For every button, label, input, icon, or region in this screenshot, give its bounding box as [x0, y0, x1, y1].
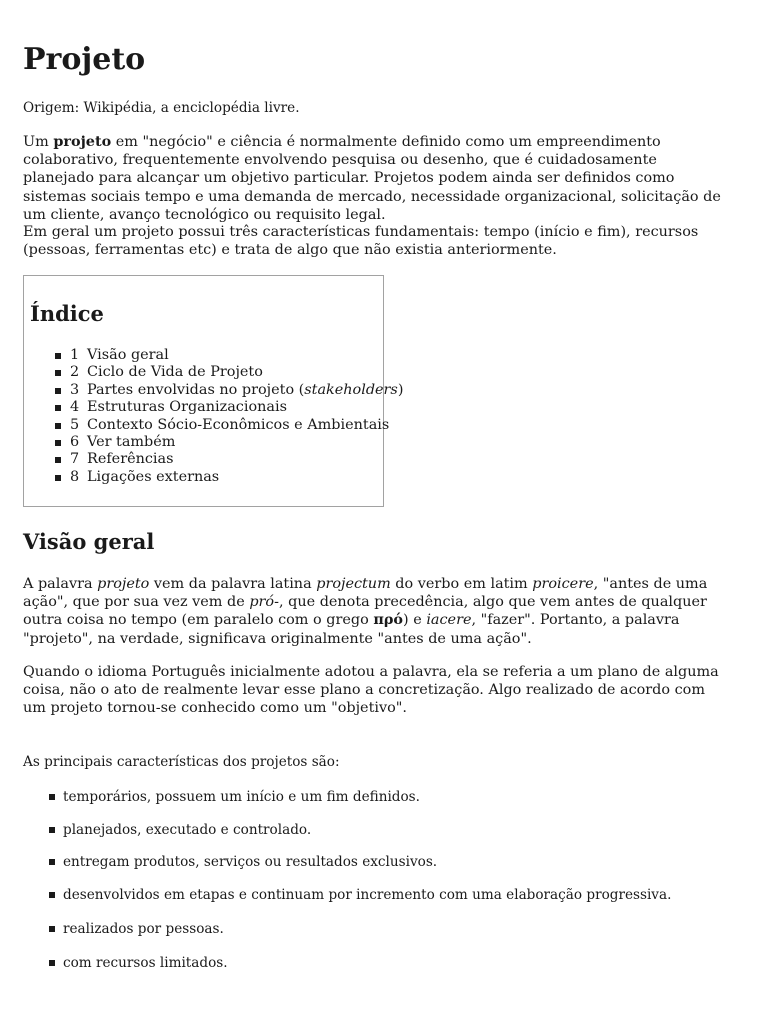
overview-paragraph-2: Quando o idioma Português inicialmente adotou a palavra, ela se referia a um plano de alguma coisa, não o ato de realmente levar esse plano a concretização. Algo realizado de acordo com um projeto tornou-se conhecido como um "objetivo". [23, 664, 719, 717]
toc-item-number: 8 [70, 468, 80, 485]
toc-item-number: 5 [70, 416, 80, 433]
list-item: com recursos limitados. [23, 954, 228, 972]
intro-paragraph-1 [23, 133, 728, 224]
intro-text: em "negócio" e ciência é normalmente definido como um empreendimento colaborativo, frequentemente envolvendo pesquisa ou desenho, que é cuidadosamente planejado para alcançar um objetivo particular. Projetos podem ainda ser definidos como sistemas sociais tempo e uma demanda de mercado, necessidade organizacional, solicitação de um cliente, avanço tecnológico ou requisito legal. [23, 134, 721, 223]
text: vem da palavra latina [149, 576, 317, 592]
italic-term: projectum [316, 576, 391, 592]
toc-item-label: Ligações externas [87, 468, 220, 485]
intro-text: Um [23, 134, 54, 150]
italic-term: proicere [532, 576, 594, 592]
toc-item-suffix: ) [397, 381, 404, 398]
list-item: desenvolvidos em etapas e continuam por incremento com uma elaboração progressiva. [23, 886, 671, 904]
toc-item-number: 3 [70, 381, 80, 398]
toc-item-number: 2 [70, 364, 80, 381]
intro-paragraph-2: Em geral um projeto possui três características fundamentais: tempo (início e fim), recursos (pessoas, ferramentas etc) e trata de algo que não existia anteriormente. [23, 224, 699, 259]
toc-item-label: Ver também [87, 434, 176, 451]
toc-item-number: 7 [70, 451, 80, 468]
text: , "antes de uma ação", que por sua vez vem de [23, 576, 708, 611]
text: ) e [403, 612, 427, 629]
page-title: Projeto [23, 42, 146, 77]
section-heading-overview: Visão geral [23, 529, 155, 554]
toc-item[interactable] [24, 364, 403, 381]
toc-item-italic: stakeholders [304, 381, 398, 398]
toc-item[interactable] [24, 382, 403, 399]
greek-term: πρό [373, 611, 404, 629]
text: do verbo em latim [390, 576, 533, 592]
list-item: planejados, executado e controlado. [23, 821, 311, 839]
list-item: temporários, possuem um início e um fim definidos. [23, 788, 420, 806]
toc-item[interactable] [24, 434, 403, 451]
intro-bold-term: projeto [53, 133, 112, 150]
toc-item-number: 1 [70, 347, 80, 363]
toc-list [24, 347, 403, 486]
italic-term: pró- [249, 594, 279, 611]
overview-paragraph-1 [23, 575, 728, 648]
toc-item-label: Partes envolvidas no projeto ( [87, 381, 305, 398]
toc-item[interactable] [24, 399, 403, 416]
toc-item-number: 4 [70, 399, 80, 416]
list-item: realizados por pessoas. [23, 920, 224, 938]
table-of-contents [23, 275, 404, 507]
toc-item[interactable] [24, 347, 403, 364]
italic-term: iacere [426, 612, 472, 629]
toc-item-label: Visão geral [87, 347, 169, 363]
text: , que denota precedência, algo que vem antes de qualquer outra coisa no tempo (em paralelo com o grego [23, 594, 707, 629]
text: A palavra [23, 576, 98, 592]
toc-item-label: Ciclo de Vida de Projeto [87, 364, 263, 381]
characteristics-lead: As principais características dos projetos são: [23, 754, 340, 770]
italic-term: projeto [97, 576, 150, 592]
list-item: entregam produtos, serviços ou resultados exclusivos. [23, 853, 437, 871]
toc-item-label: Contexto Sócio-Econômicos e Ambientais [87, 416, 390, 433]
toc-item-number: 6 [70, 434, 80, 451]
toc-item-label: Estruturas Organizacionais [87, 399, 287, 416]
toc-item-label: Referências [87, 451, 174, 468]
toc-title: Índice [30, 301, 104, 326]
text: , "fazer". Portanto, a palavra "projeto", na verdade, significava originalmente "antes de uma ação". [23, 612, 680, 647]
origin-line: Origem: Wikipédia, a enciclopédia livre. [23, 100, 300, 116]
toc-item[interactable] [24, 417, 403, 434]
toc-item[interactable] [24, 469, 403, 486]
toc-item[interactable] [24, 451, 403, 468]
